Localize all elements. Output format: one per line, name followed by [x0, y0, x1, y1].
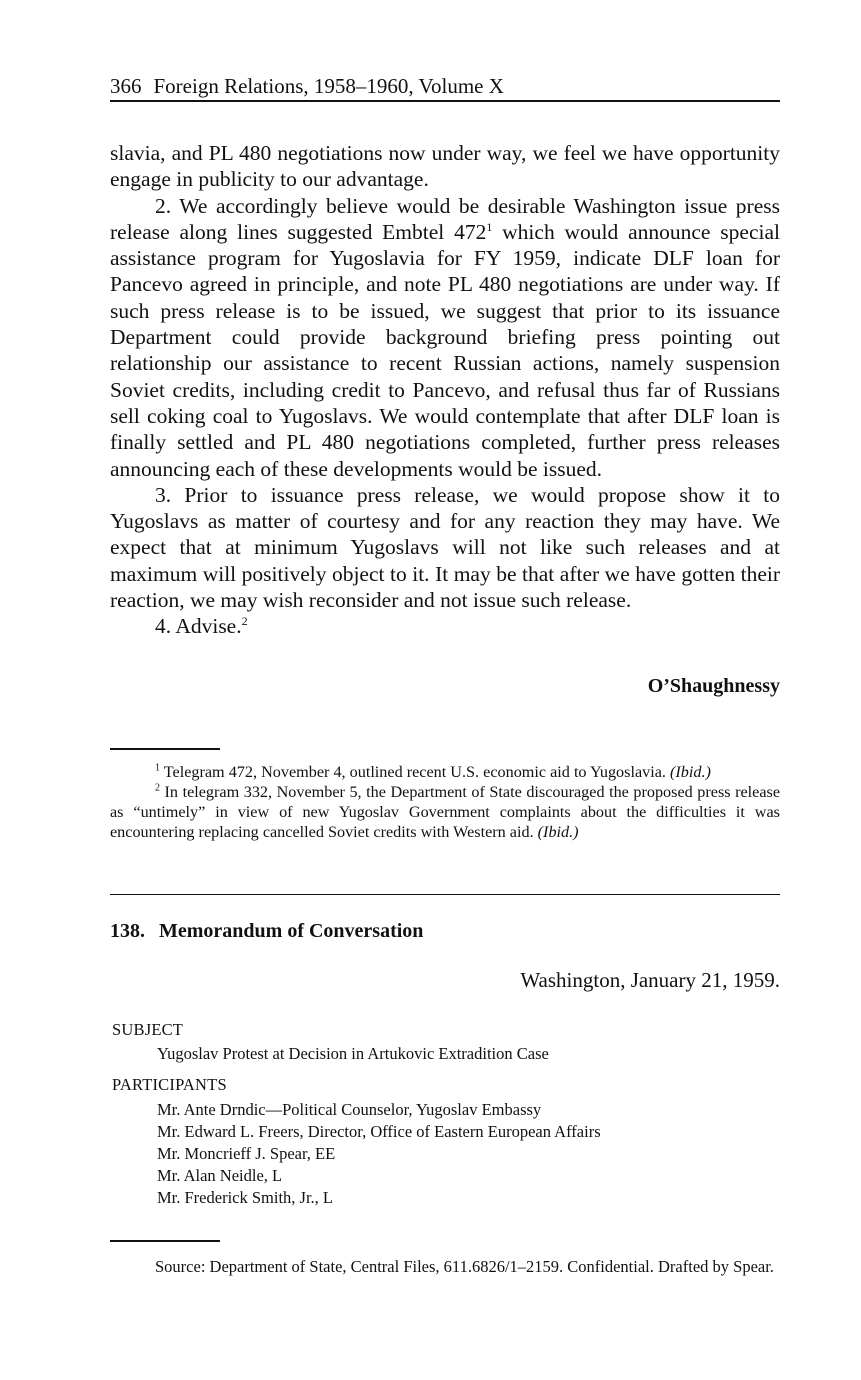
document-title: Memorandum of Conversation	[159, 920, 424, 942]
footnote-1: $^1$ Telegram 472, November 4, outlined recent U.S. economic aid to Yugoslavia. (Ibid.)	[155, 762, 711, 781]
paragraph-4: 4. Advise.$^2$	[155, 614, 248, 639]
page-number: 366	[110, 74, 142, 98]
footnote-ref-1: 1	[486, 219, 493, 234]
telegram-continuation	[110, 140, 780, 640]
participants-list	[157, 1099, 601, 1209]
participant-item: Mr. Edward L. Freers, Director, Office of Eastern European Affairs	[157, 1122, 601, 1141]
signature: O’Shaughnessy	[647, 675, 780, 697]
participant-item: Mr. Alan Neidle, L	[157, 1166, 283, 1185]
header-rule	[110, 100, 780, 102]
participant-item: Mr. Moncrieff J. Spear, EE	[157, 1144, 336, 1163]
participants-label: PARTICIPANTS	[112, 1075, 227, 1094]
document-heading	[110, 918, 423, 944]
volume-title: Foreign Relations, 1958–1960, Volume X	[153, 74, 504, 98]
participant-item: Mr. Ante Drndic—Political Counselor, Yugoslav Embassy	[157, 1100, 542, 1119]
paragraph-2: 2. We accordingly believe would be desirable Washington issue press release along lines suggested Embtel $472^1$ which would announce special assistance program for Yugoslavia for FY 1959, indicate DLF loan for Pancevo agreed in principle, and note PL 480 negotiations are under way. If such press release is to be issued, we suggest that prior to its issuance Department could provide background briefing press pointing out relationship our assistance to recent Russian actions, namely suspension Soviet credits, including credit to Pancevo, and refusal thus far of Russians sell coking coal to Yugoslavs. We would contemplate that after DLF loan is finally settled and PL 480 negotiations completed, further press releases announcing each of these developments would be issued.	[110, 193, 780, 481]
section-divider	[110, 894, 780, 895]
footnote-ref-2: 2	[241, 614, 248, 629]
footnote-2: $^2$ In telegram 332, November 5, the Department of State discouraged the proposed press release as “untimely” in view of new Yugoslav Government complaints about the difficulties it was encountering replacing cancelled Soviet credits with Western aid. (Ibid.)	[110, 782, 781, 841]
source-note: Source: Department of State, Central Files, 611.6826/1–2159. Confidential. Drafted by Spear.	[155, 1257, 774, 1276]
dateline: Washington, January 21, 1959.	[520, 968, 780, 992]
subject-label: SUBJECT	[112, 1020, 184, 1039]
subject-text: Yugoslav Protest at Decision in Artukovic Extradition Case	[157, 1044, 549, 1063]
footnote-rule	[110, 748, 220, 750]
participant-item: Mr. Frederick Smith, Jr., L	[157, 1188, 333, 1207]
paragraph-3: 3. Prior to issuance press release, we would propose show it to Yugoslavs as matter of courtesy and for any reaction they may have. We expect that at minimum Yugoslavs will not like such releases and at maximum will positively object to it. It may be that after we have gotten their reaction, we may wish reconsider and not issue such release.	[110, 482, 780, 613]
source-rule	[110, 1240, 220, 1242]
document-number: 138.	[110, 920, 145, 942]
paragraph-1: slavia, and PL 480 negotiations now under way, we feel we have opportunity engage in publicity to our advantage.	[110, 141, 780, 192]
running-header	[110, 72, 780, 100]
footnotes	[110, 762, 780, 842]
